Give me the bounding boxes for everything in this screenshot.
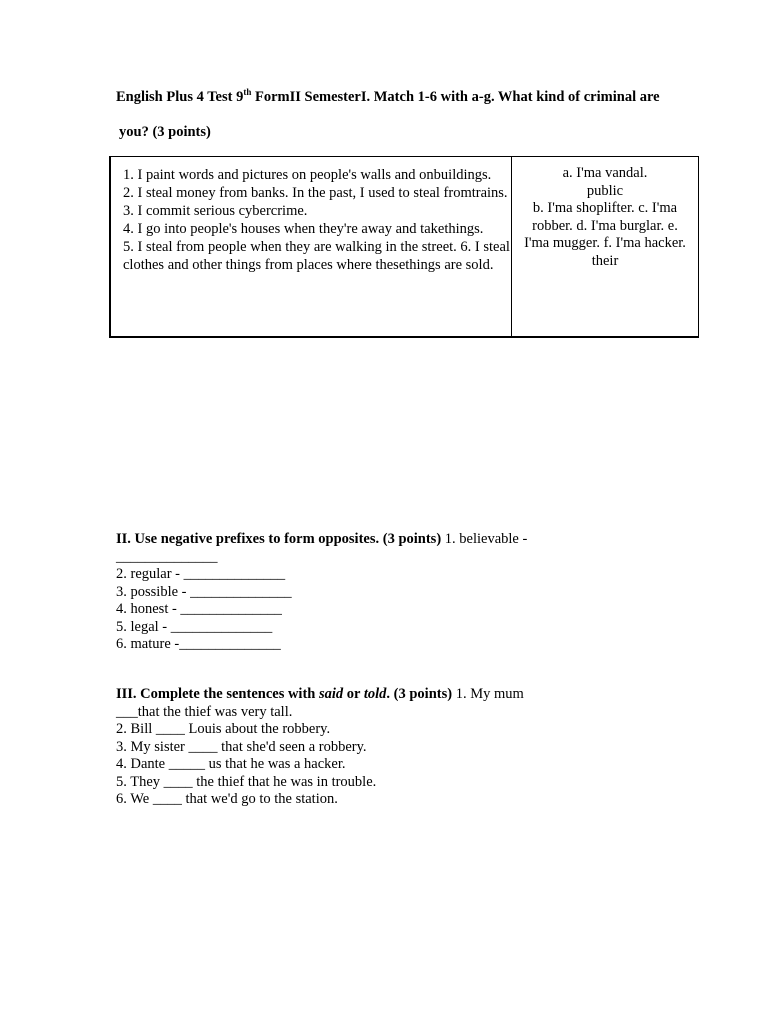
section3-item: 5. They ____ the thief that he was in trouble. [116, 773, 377, 790]
section2-item-1: 1. believable - [441, 531, 528, 547]
section2-item: 4. honest - ______________ [116, 601, 282, 617]
title-part-2: FormII SemesterI. Match 1-6 with a-g. What kind of criminal are [251, 89, 660, 105]
statement-line: 4. I go into people's houses when they're away and takethings. [123, 221, 484, 237]
section3-heading-a: III. Complete the sentences with [116, 686, 319, 702]
section3-heading-or: or [343, 686, 364, 702]
statement-line: 1. I paint words and pictures on people's walls and onbuildings. [123, 167, 492, 183]
section3-heading-b: . (3 points) [386, 686, 453, 702]
section3-item-1: 1. My mum [452, 686, 524, 702]
statements-column [111, 157, 512, 336]
section2-item-1-blank: ______________ [116, 548, 218, 565]
section3-heading-said: said [318, 686, 344, 702]
section3-item-1-cont: ___that the thief was very tall. [116, 703, 293, 720]
section3-heading [116, 686, 452, 702]
section-said-told [116, 686, 524, 809]
statement-line: 3. I commit serious cybercrime. [123, 203, 308, 219]
section3-item: 3. My sister ____ that she'd seen a robbery. [116, 738, 367, 755]
answer-line: robber. d. I'ma burglar. e. [532, 217, 678, 234]
answer-line: their [591, 252, 619, 269]
statement-line: clothes and other things from places where thesethings are sold. [123, 257, 494, 273]
test-title [116, 88, 660, 106]
section-negative-prefixes [116, 531, 527, 654]
test-title-line2: you? (3 points) [119, 124, 211, 140]
answer-line: b. I'ma shoplifter. c. I'ma [532, 200, 678, 216]
statement-line: 2. I steal money from banks. In the past, I used to steal fromtrains. [123, 185, 508, 201]
title-part-1: English Plus 4 Test 9 [116, 89, 244, 105]
section2-item: 2. regular - ______________ [116, 566, 286, 582]
matching-table [109, 156, 699, 338]
section2-heading-row [116, 531, 527, 549]
answer-line: a. I'ma vandal. [562, 165, 648, 181]
section2-heading: II. Use negative prefixes to form opposites. (3 points) [116, 531, 442, 547]
section3-item: 6. We ____ that we'd go to the station. [116, 791, 338, 807]
answers-column [512, 157, 698, 336]
answer-line: I'ma mugger. f. I'ma hacker. [524, 235, 686, 251]
statement-line: 5. I steal from people when they are walking in the street. 6. I steal [123, 239, 510, 255]
section3-heading-told: told [363, 686, 387, 702]
answer-line: public [586, 182, 624, 199]
section2-item: 3. possible - ______________ [116, 583, 292, 600]
section3-item: 4. Dante _____ us that he was a hacker. [116, 756, 346, 772]
section2-item: 5. legal - ______________ [116, 618, 273, 635]
section3-heading-row [116, 686, 524, 704]
title-superscript: th [243, 87, 252, 98]
section3-item: 2. Bill ____ Louis about the robbery. [116, 721, 331, 737]
section2-item: 6. mature -______________ [116, 636, 281, 652]
